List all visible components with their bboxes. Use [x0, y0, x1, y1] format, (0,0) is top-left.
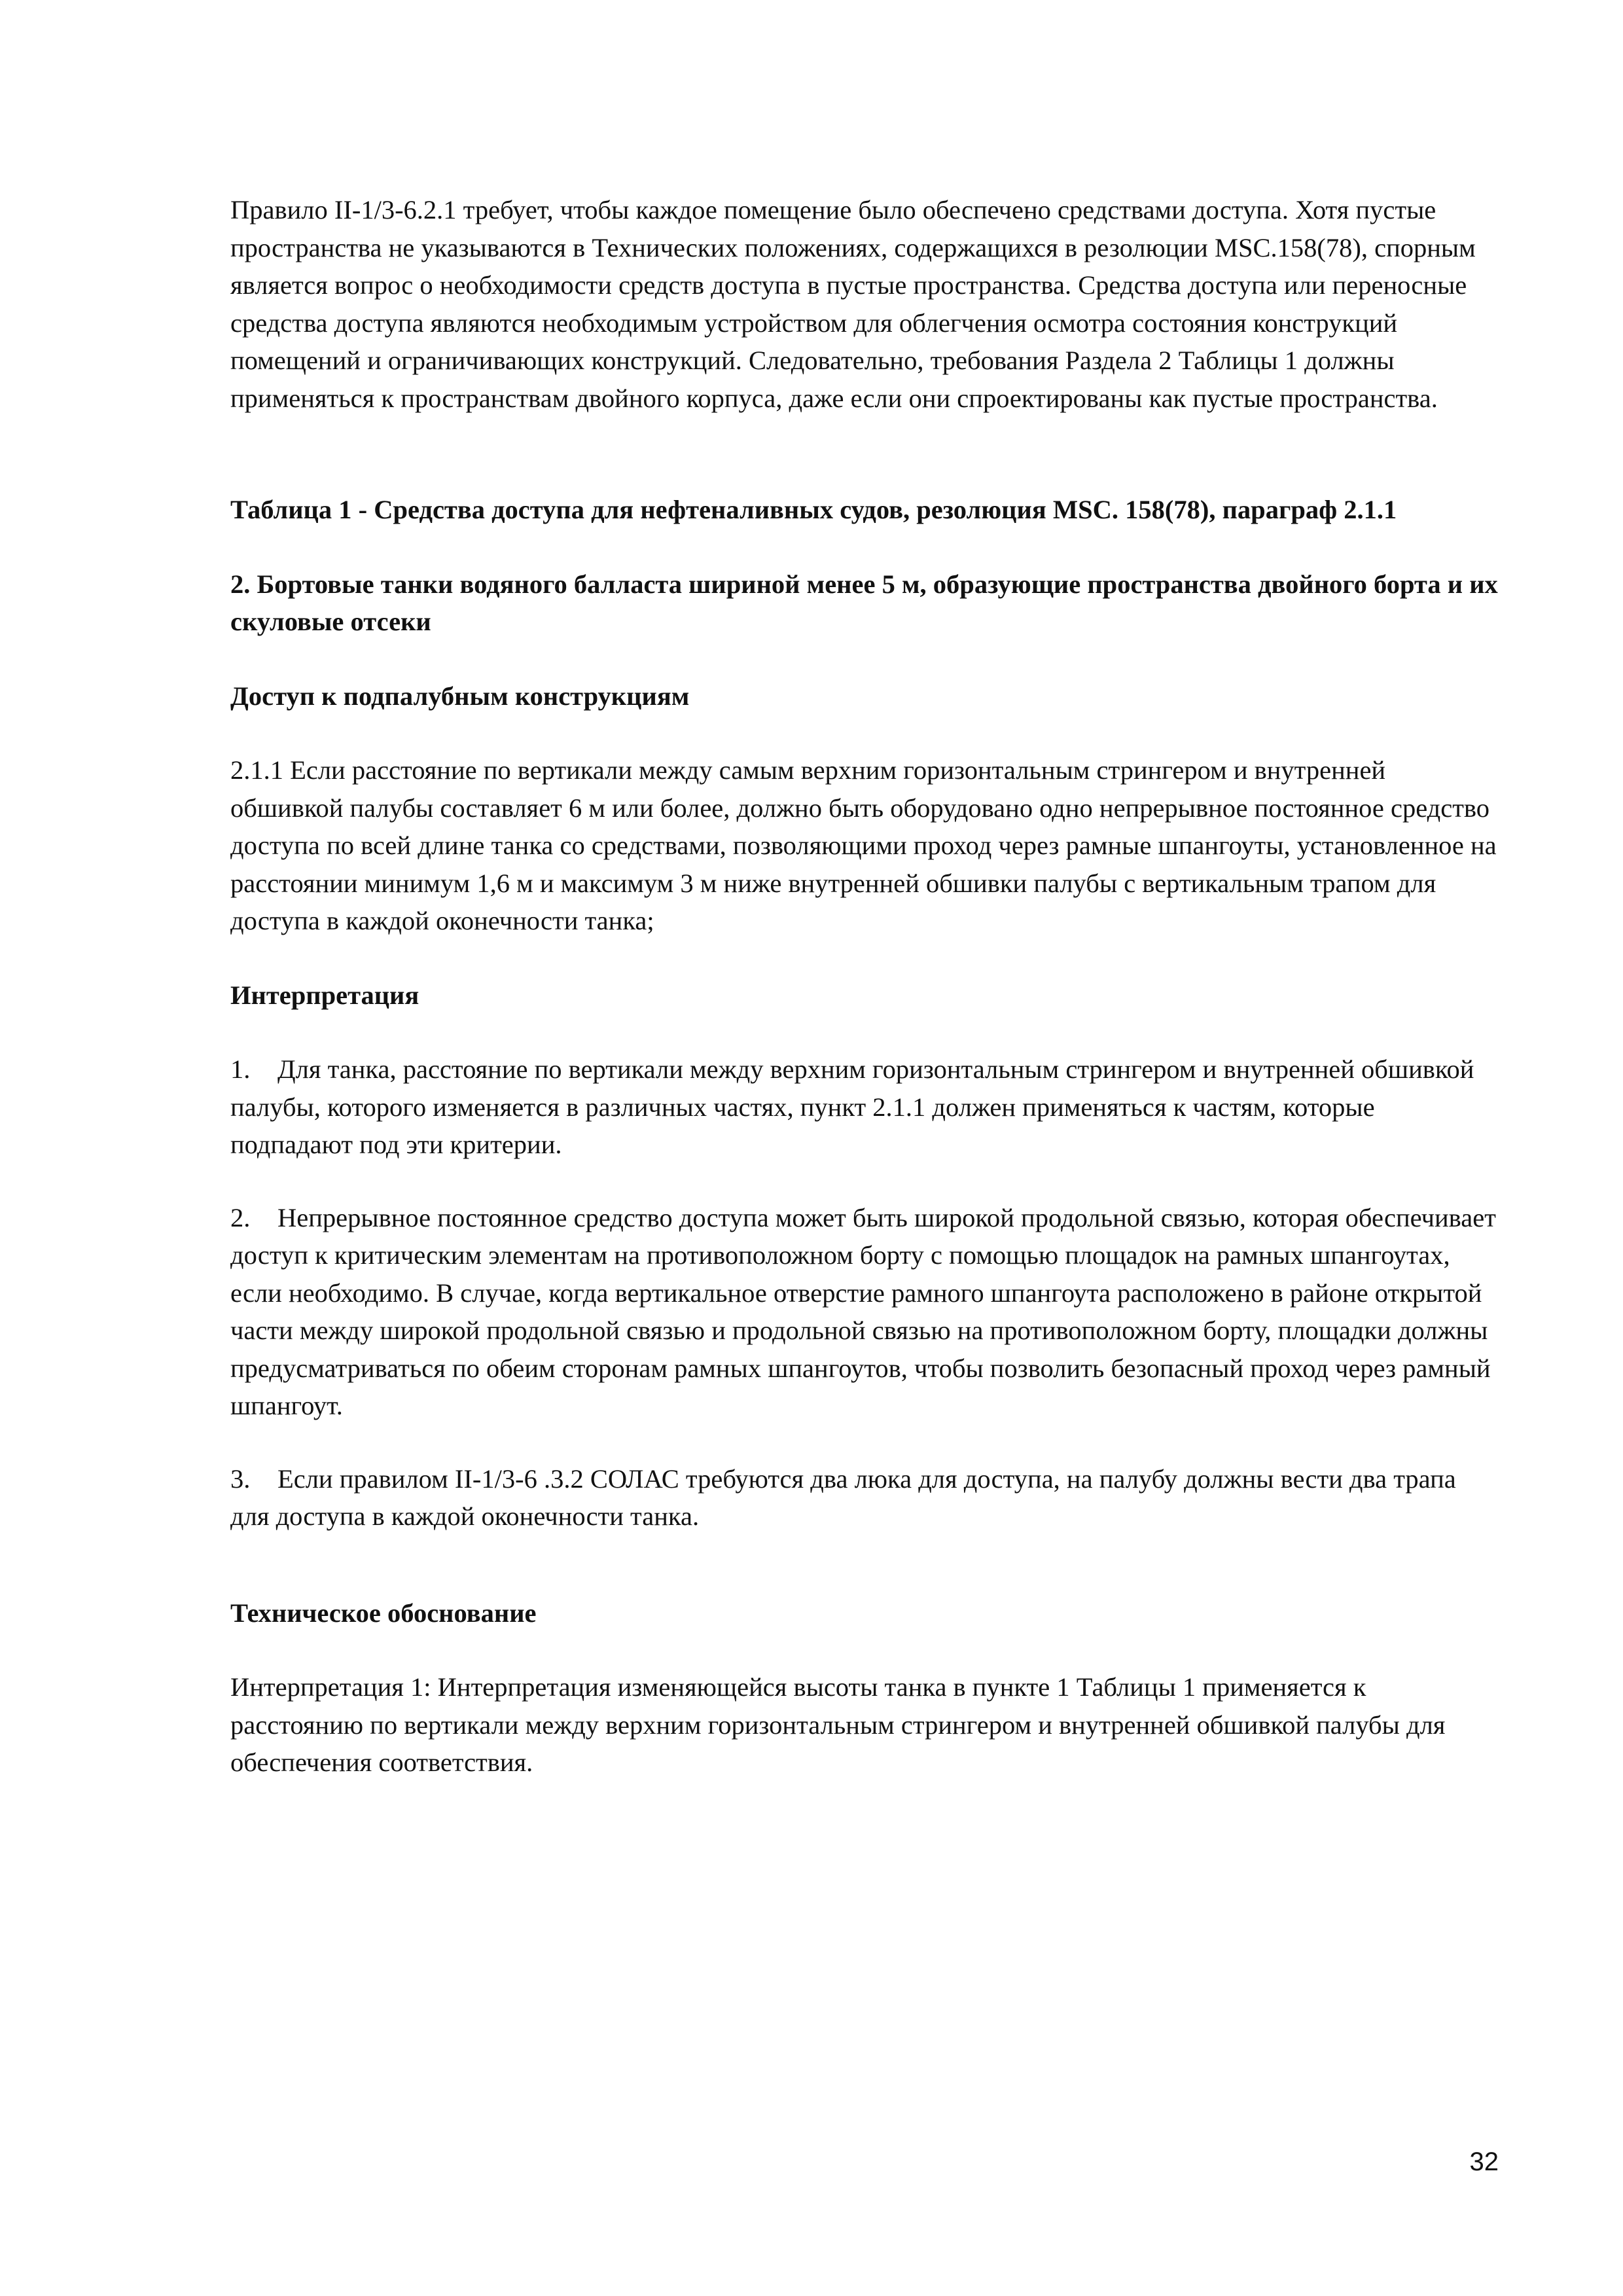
- page-content: [230, 191, 1500, 1782]
- table-heading: Таблица 1 - Средства доступа для нефтеналивных судов, резолюция MSC. 158(78), параграф 2.1.1: [230, 495, 1397, 524]
- page-number: 32: [1469, 2147, 1499, 2176]
- interpretation-item: [230, 1460, 1500, 1535]
- interpretation-item: [230, 1050, 1500, 1164]
- interpretation-item: [230, 1199, 1500, 1425]
- interpretation-item-number: 3.: [230, 1463, 251, 1494]
- justification-heading: Техническое обоснование: [230, 1598, 537, 1628]
- interpretation-item-text: Если правилом II-1/3-6 .3.2 СОЛАС требуются два люка для доступа, на палубу должны вести два трапа для доступа в каждой оконечности танка.: [230, 1463, 1456, 1531]
- justification-paragraph: Интерпретация 1: Интерпретация изменяющейся высоты танка в пункте 1 Таблицы 1 применяется к расстоянию по вертикали между верхним горизонтальным стрингером и внутренней обшивкой палубы для обеспечения соответствия.: [230, 1672, 1446, 1777]
- interpretation-item-number: 2.: [230, 1202, 251, 1232]
- subsection-heading: Доступ к подпалубным конструкциям: [230, 681, 690, 711]
- interpretation-item-text: Для танка, расстояние по вертикали между верхним горизонтальным стрингером и внутренней обшивкой палубы, которого изменяется в различных частях, пункт 2.1.1 должен применяться к частям, которые подпадают под эти критерии.: [230, 1054, 1474, 1159]
- rule-paragraph: 2.1.1 Если расстояние по вертикали между самым верхним горизонтальным стрингером и внутренней обшивкой палубы составляет 6 м или более, должно быть оборудовано одно непрерывное постоянное средство доступа по всей длине танка со средствами, позволяющими проход через рамные шпангоуты, установленное на расстоянии минимум 1,6 м и максимум 3 м ниже внутренней обшивки палубы с вертикальным трапом для доступа в каждой оконечности танка;: [230, 755, 1497, 935]
- interpretation-item-number: 1.: [230, 1054, 251, 1084]
- interpretation-heading: Интерпретация: [230, 980, 419, 1010]
- intro-paragraph: Правило II-1/3-6.2.1 требует, чтобы каждое помещение было обеспечено средствами доступа. Хотя пустые пространства не указываются в Технических положениях, содержащихся в резолюции MSC.158(78), спорным является вопрос о необходимости средств доступа в пустые пространства. Средства доступа или переносные средства доступа являются необходимым устройством для облегчения осмотра состояния конструкций помещений и ограничивающих конструкций. Следовательно, требования Раздела 2 Таблицы 1 должны применяться к пространствам двойного корпуса, даже если они спроектированы как пустые пространства.: [230, 195, 1476, 413]
- interpretation-item-text: Непрерывное постоянное средство доступа может быть широкой продольной связью, которая обеспечивает доступ к критическим элементам на противоположном борту с помощью площадок на рамных шпангоутах, если необходимо. В случае, когда вертикальное отверстие рамного шпангоута расположено в районе открытой части между широкой продольной связью и продольной связью на противоположном борту, площадки должны предусматриваться по обеим сторонам рамных шпангоутов, чтобы позволить безопасный проход через рамный шпангоут.: [230, 1202, 1496, 1420]
- section-heading: 2. Бортовые танки водяного балласта шириной менее 5 м, образующие пространства двойного борта и их скуловые отсеки: [230, 569, 1498, 636]
